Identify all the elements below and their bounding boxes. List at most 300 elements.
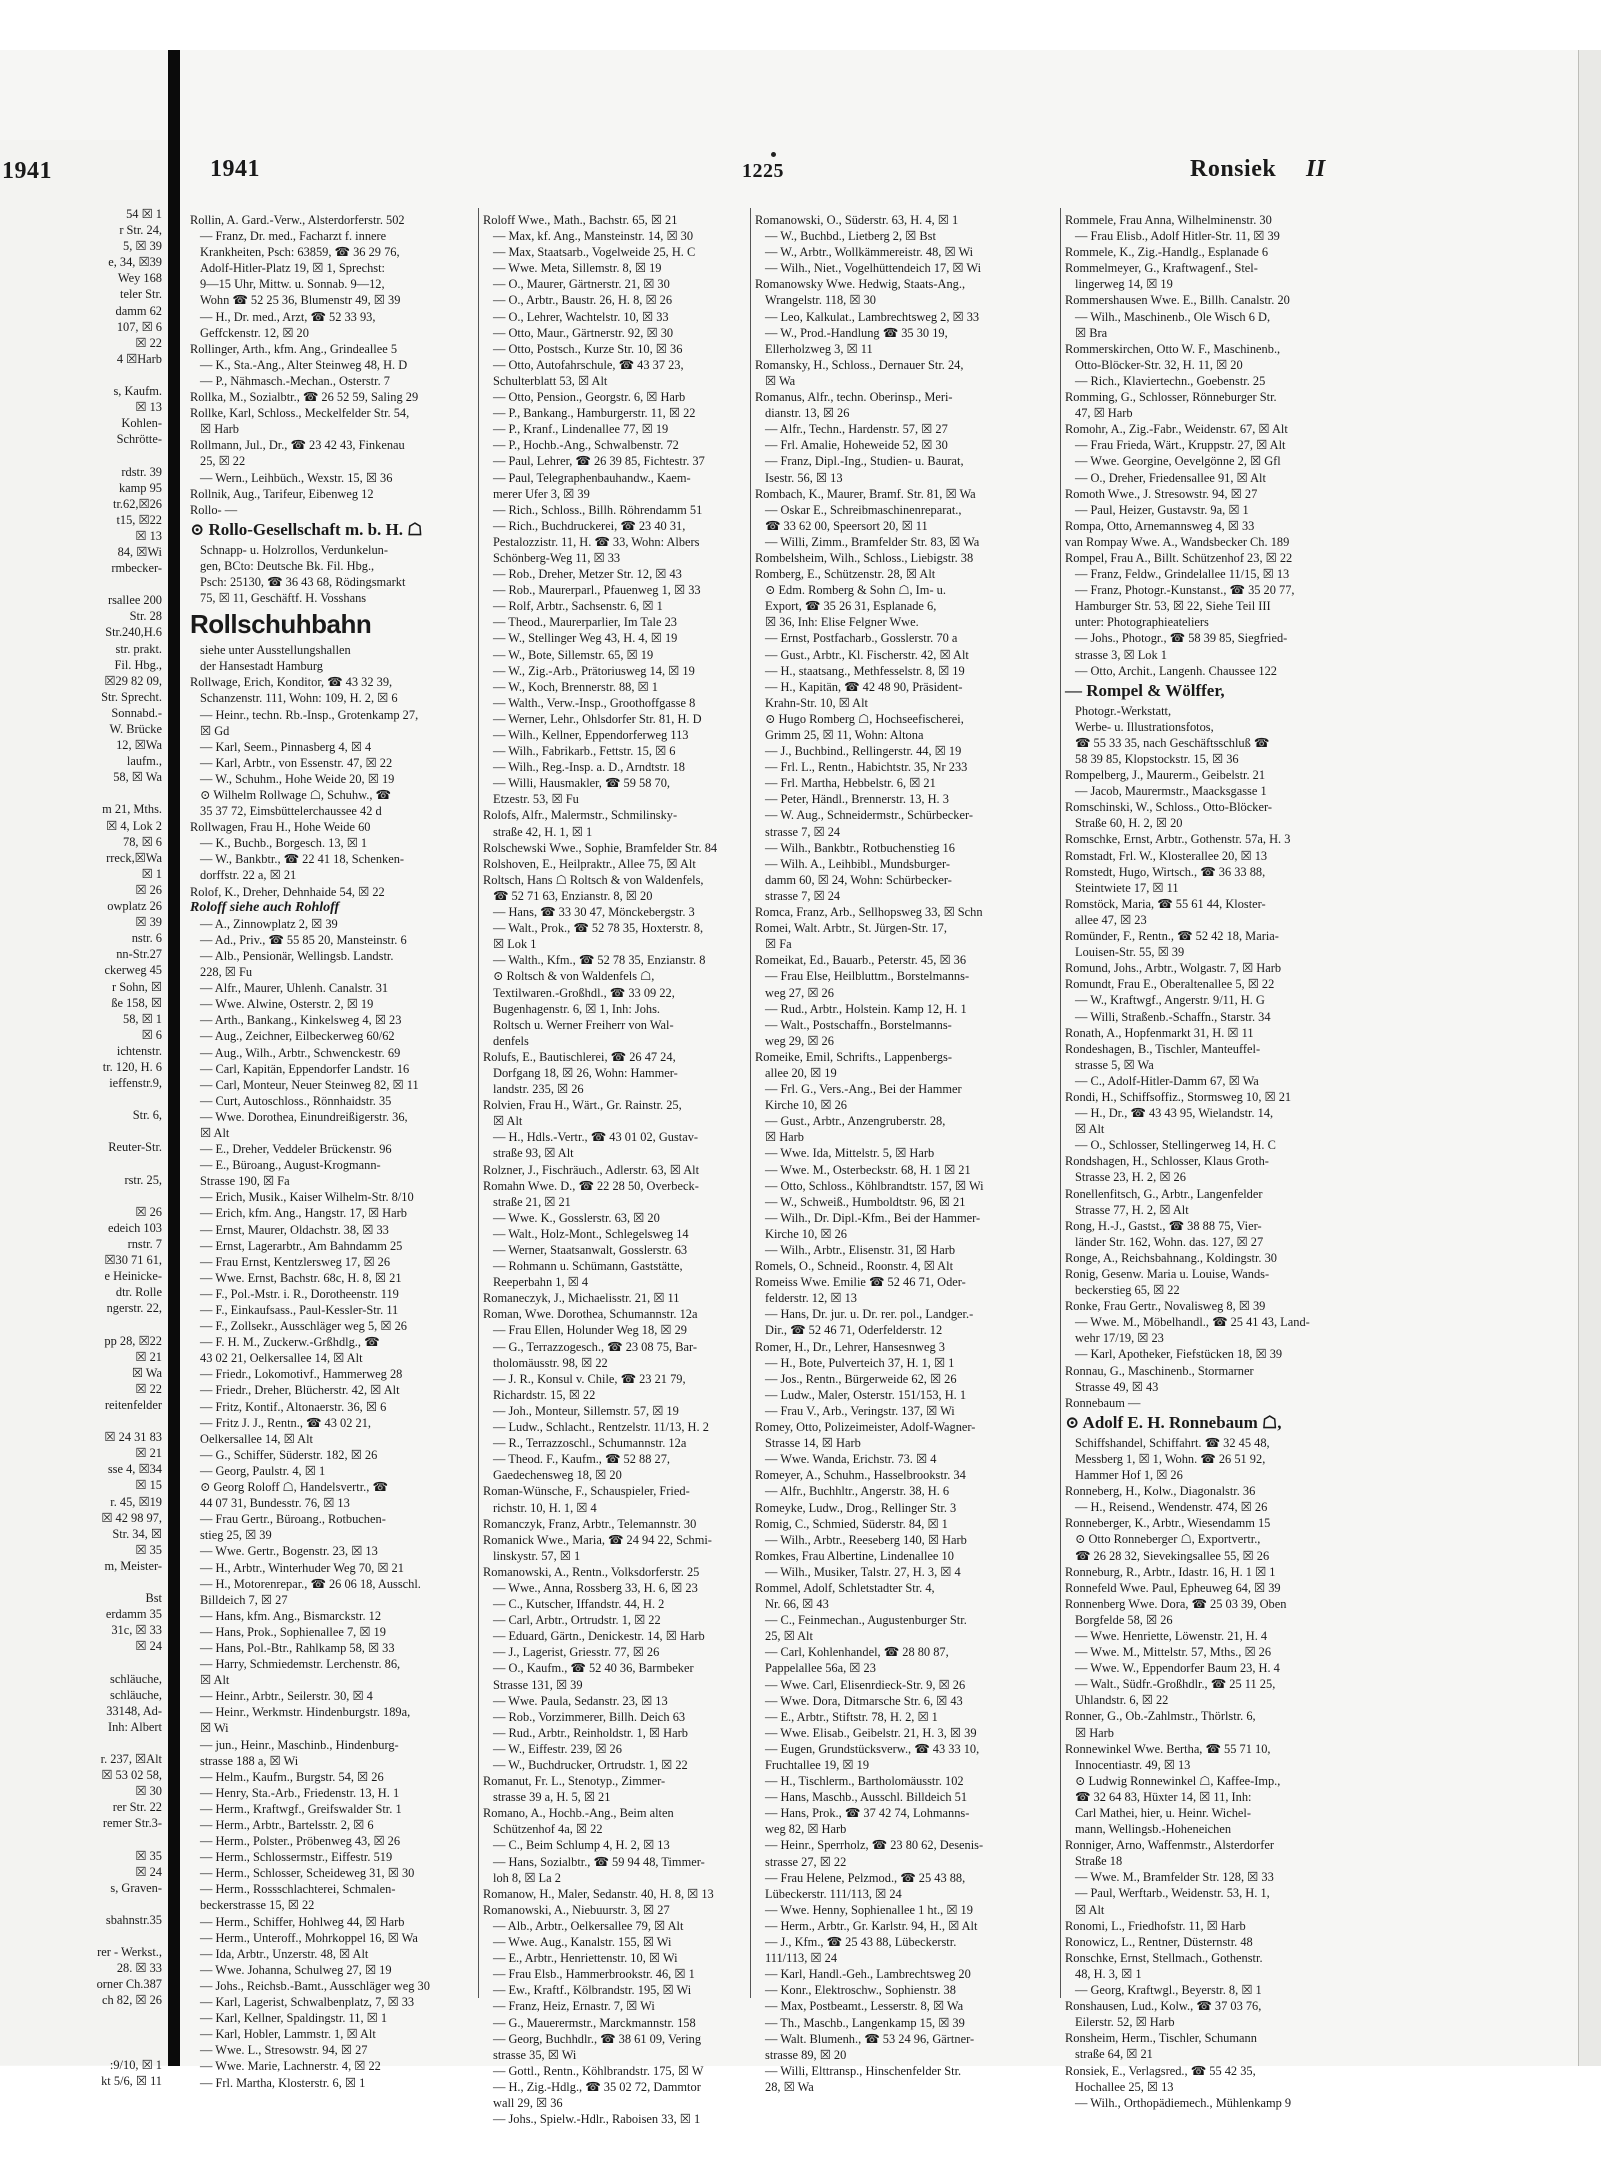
directory-entry-line: strasse 7, ☒ 24 (765, 888, 841, 903)
directory-entry-line: — Herm., Arbtr., Bartelsstr. 2, ☒ 6 (200, 1818, 374, 1832)
prev-page-line: Sonnabd.- (111, 705, 162, 720)
directory-column-1 (190, 212, 475, 2090)
directory-entry-line: Ronneburg, R., Arbtr., Idastr. 16, H. 1 ☒ 1 (1065, 1564, 1276, 1579)
directory-entry-line: — J., Buchbind., Rellingerstr. 44, ☒ 19 (765, 744, 962, 759)
page-right-edge (1578, 50, 1601, 2066)
directory-entry-line: — Rud., Arbtr., Holstein. Kamp 12, H. 1 (765, 1001, 967, 1016)
prev-page-line: 33148, Ad- (106, 1703, 162, 1718)
prev-page-line: e Heinicke- (104, 1269, 162, 1284)
directory-entry-line: Romanczyk, Franz, Arbtr., Telemannstr. 30 (483, 1516, 697, 1531)
prev-page-line: ☒ 6 (141, 1027, 162, 1042)
prev-page-line: ☒29 82 09, (104, 673, 162, 688)
directory-entry-line: Kirche 10, ☒ 26 (765, 1226, 847, 1241)
directory-entry-line: — Aug., Wilh., Arbtr., Schwenckestr. 69 (200, 1045, 401, 1060)
directory-entry-line: Uhlandstr. 6, ☒ 22 (1075, 1693, 1169, 1708)
directory-entry-line: Romei, Walt. Arbtr., St. Jürgen-Str. 17, (755, 921, 947, 936)
prev-page-line: nn-Str.27 (116, 947, 162, 962)
directory-entry-line: Romkes, Frau Albertine, Lindenallee 10 (755, 1548, 954, 1563)
prev-page-line: 58, ☒ Wa (113, 770, 162, 785)
directory-entry-line: — Frau Ernst, Kentzlersweg 17, ☒ 26 (200, 1254, 391, 1269)
prev-page-line: erdamm 35 (105, 1607, 162, 1622)
directory-entry-line: — Rob., Maurerparl., Pfauenweg 1, ☒ 33 (493, 583, 701, 598)
directory-entry-line: Rompelberg, J., Maurerm., Geibelstr. 21 (1065, 768, 1266, 783)
directory-entry-line: Otto-Blöcker-Str. 32, H. 11, ☒ 20 (1075, 357, 1243, 372)
directory-entry-line: Schiffshandel, Schiffahrt. ☎ 32 45 48, (1075, 1435, 1270, 1450)
directory-entry-line: — Wwe., Anna, Rossberg 33, H. 6, ☒ 23 (493, 1580, 698, 1595)
prev-page-line: ☒ 24 (135, 1639, 162, 1654)
directory-entry-line: — Wwe. Henriette, Löwenstr. 21, H. 4 (1075, 1628, 1268, 1643)
directory-entry-line: — Wilh., Musiker, Talstr. 27, H. 3, ☒ 4 (765, 1564, 961, 1579)
directory-entry-line: Carl Mathei, hier, u. Heinr. Wichel- (1075, 1806, 1251, 1820)
prev-page-line (2, 1316, 162, 1332)
directory-entry-line: — Wilh., Bankbtr., Rotbuchenstieg 16 (765, 840, 955, 855)
directory-entry-line: — F., Zollsekr., Ausschläger weg 5, ☒ 26 (200, 1319, 407, 1334)
directory-entry-line: ☎ 55 33 35, nach Geschäftsschluß ☎ (1075, 735, 1270, 750)
directory-entry-line: Ronnewinkel Wwe. Bertha, ☎ 55 71 10, (1065, 1741, 1271, 1756)
directory-entry-line: Romanut, Fr. L., Stenotyp., Zimmer- (483, 1774, 666, 1789)
directory-entry-line: Pappelallee 56a, ☒ 23 (765, 1661, 876, 1676)
directory-entry-line: damm 60, ☒ 24, Wohn: Schürbecker- (765, 872, 952, 887)
directory-entry-line: — Karl, Kellner, Spaldingstr. 11, ☒ 1 (200, 2011, 388, 2026)
directory-entry-line: Ronner, G., Ob.-Zahlmstr., Thörlstr. 6, (1065, 1709, 1256, 1724)
prev-page-line: rer - Werkst., (97, 1945, 162, 1960)
prev-page-line (2, 1156, 162, 1172)
directory-entry-line: Rollo- — (190, 502, 238, 517)
directory-entry-line: — W., Zig.-Arb., Prätoriusweg 14, ☒ 19 (493, 663, 695, 678)
directory-entry-line: ☒ Alt (1075, 1122, 1105, 1137)
directory-entry-line: Ellerholzweg 3, ☒ 11 (765, 341, 873, 356)
directory-entry-line: Krankheiten, Psch: 63859, ☎ 36 29 76, (200, 245, 400, 260)
page-binding-gutter (168, 50, 180, 2066)
directory-entry-line: Krahn-Str. 10, ☒ Alt (765, 695, 869, 710)
directory-entry-line: — Fritz J. J., Rentn., ☎ 43 02 21, (200, 1415, 372, 1430)
directory-entry-line: — F. H. M., Zuckerw.-Grßhdlg., ☎ (200, 1335, 380, 1350)
prev-page-line (2, 785, 162, 801)
directory-entry-line: — Wilh., Maschinenb., Ole Wisch 6 D, (1075, 309, 1271, 324)
directory-entry-line: ⊙ Roltsch & von Waldenfels ☖, (493, 969, 655, 984)
directory-entry-line: Strasse 23, H. 2, ☒ 26 (1075, 1170, 1186, 1185)
directory-entry-line: — Oskar E., Schreibmaschinenreparat., (765, 502, 962, 517)
prev-page-line (2, 1896, 162, 1912)
directory-entry-line: 25, ☒ Alt (765, 1629, 813, 1644)
directory-entry-line: 43 02 21, Oelkersallee 14, ☒ Alt (200, 1351, 363, 1366)
directory-entry-line: Romschke, Ernst, Arbtr., Gothenstr. 57a, H. 3 (1065, 832, 1291, 847)
directory-entry-line: — Frau Helene, Pelzmod., ☎ 25 43 88, (765, 1870, 966, 1885)
directory-entry-line: Romstedt, Hugo, Wirtsch., ☎ 36 33 88, (1065, 864, 1266, 879)
directory-entry-line: Ronnebaum — (1065, 1395, 1141, 1410)
directory-entry-line: — Erich, kfm. Ang., Hangstr. 17, ☒ Harb (200, 1206, 407, 1221)
directory-entry-line: ☒ 36, Inh: Elise Felgner Wwe. (765, 615, 919, 630)
directory-entry-line: — Theod., Maurerparlier, Im Tale 23 (493, 615, 677, 630)
directory-entry-line: — Herm., Arbtr., Gr. Karlstr. 94, H., ☒ Alt (765, 1918, 978, 1933)
directory-entry-line: straße 42, H. 1, ☒ 1 (493, 824, 593, 839)
directory-entry-line: — Otto, Pension., Georgstr. 6, ☒ Harb (493, 390, 686, 405)
prev-page-year: 1941 (2, 158, 52, 184)
directory-entry-line: — Rob., Vorzimmerer, Billh. Deich 63 (493, 1709, 686, 1724)
directory-entry-line: — Werner, Lehr., Ohlsdorfer Str. 81, H. D (493, 711, 702, 726)
directory-entry-line: — Otto, Archit., Langenh. Chaussee 122 (1075, 663, 1278, 678)
directory-entry-line: weg 29, ☒ 26 (765, 1033, 834, 1048)
directory-entry-line: — Fritz, Kontif., Altonaerstr. 36, ☒ 6 (200, 1399, 387, 1414)
prev-page-line: e, 34, ☒39 (108, 255, 162, 270)
directory-entry-line: Romca, Franz, Arb., Sellhopsweg 33, ☒ Schn (755, 905, 983, 920)
directory-entry-line: — Georg, Kraftwgl., Beyerstr. 8, ☒ 1 (1075, 1983, 1262, 1998)
directory-entry-line: — Georg, Buchhdlr., ☎ 38 61 09, Vering (493, 2031, 702, 2046)
directory-entry-line: Grimm 25, ☒ 11, Wohn: Altona (765, 728, 924, 742)
directory-entry-line: Romansky, H., Schloss., Dernauer Str. 24, (755, 357, 964, 372)
directory-entry-line: — Konr., Elektroschw., Sophienstr. 38 (765, 1983, 956, 1998)
directory-entry-line: Rondi, H., Schiffsoffiz., Stormsweg 10, ☒ 21 (1065, 1089, 1292, 1104)
directory-entry-line: — C., Kutscher, Iffandstr. 44, H. 2 (493, 1597, 665, 1612)
directory-entry-line: — Karl, Apotheker, Fiefstücken 18, ☒ 39 (1075, 1347, 1283, 1362)
directory-entry-line: Fruchtallee 19, ☒ 19 (765, 1758, 870, 1772)
directory-entry-line: — Frl. Martha, Klosterstr. 6, ☒ 1 (200, 2075, 366, 2090)
directory-entry-line: — Wilh., Kellner, Eppendorferweg 113 (493, 728, 689, 742)
directory-entry-line: — Gust., Arbtr., Kl. Fischerstr. 42, ☒ Alt (765, 647, 969, 662)
directory-entry-line: ☒ Alt (1075, 1902, 1105, 1917)
directory-entry-line: — Friedr., Lokomotivf., Hammerweg 28 (200, 1367, 403, 1382)
prev-page-line: 31c, ☒ 33 (111, 1623, 162, 1638)
directory-entry-line: — Wwe. Henny, Sophienallee 1 ht., ☒ 19 (765, 1902, 973, 1917)
prev-page-line: 84, ☒Wi (117, 544, 162, 559)
prev-page-line: Str. Sprecht. (101, 689, 162, 704)
directory-entry-line: — Frau Elisb., Adolf Hitler-Str. 11, ☒ 39 (1075, 229, 1280, 244)
directory-entry-line: — Carl, Monteur, Neuer Steinweg 82, ☒ 11 (200, 1077, 419, 1092)
page-marker-dot (771, 152, 776, 157)
directory-entry-line: — Carl, Arbtr., Ortrudstr. 1, ☒ 22 (493, 1613, 661, 1628)
directory-entry-line: — E., Arbtr., Stiftstr. 78, H. 2, ☒ 1 (765, 1709, 938, 1724)
page-number: 1225 (742, 160, 784, 182)
directory-entry-line: — Arth., Bankang., Kinkelsweg 4, ☒ 23 (200, 1013, 402, 1028)
directory-entry-line: — Heinr., techn. Rb.-Insp., Grotenkamp 27, (200, 707, 419, 722)
directory-entry-line: 28, ☒ Wa (765, 2079, 814, 2094)
prev-page-line (2, 1123, 162, 1139)
directory-entry-line: Rolof, K., Dreher, Dehnhaide 54, ☒ 22 (190, 884, 385, 899)
directory-entry-line: Romer, H., Dr., Lehrer, Hansesnweg 3 (755, 1339, 945, 1354)
directory-entry-line: Rollschuhbahn (190, 609, 372, 640)
directory-entry-line: — H., Zig.-Hdlg., ☎ 35 02 72, Dammtor (493, 2079, 701, 2094)
prev-page-line: laufm., (126, 754, 162, 769)
directory-entry-line: — Wwe. W., Eppendorfer Baum 23, H. 4 (1075, 1661, 1280, 1676)
directory-entry-line: Schulterblatt 53, ☒ Alt (493, 373, 608, 388)
directory-entry-line: — Walt., Prok., ☎ 52 78 35, Hoxterstr. 8, (493, 921, 704, 936)
directory-entry-line: ☒ Fa (765, 937, 792, 952)
directory-entry-line: Rolofs, Alfr., Malermstr., Schmilinsky- (483, 808, 678, 823)
directory-entry-line: — Hans, Pol.-Btr., Rahlkamp 58, ☒ 33 (200, 1640, 395, 1655)
directory-entry-line: — P., Bankang., Hamburgerstr. 11, ☒ 22 (493, 406, 696, 421)
directory-entry-line: — O., Kaufm., ☎ 52 40 36, Barmbeker (493, 1661, 694, 1676)
prev-page-line: owplatz 26 (107, 899, 162, 914)
directory-entry-line: Kirche 10, ☒ 26 (765, 1098, 847, 1113)
prev-page-line: s, Kaufm. (113, 384, 162, 399)
directory-entry-line: der Hansestadt Hamburg (200, 659, 323, 674)
directory-entry-line: — P., Nähmasch.-Mechan., Osterstr. 7 (200, 373, 390, 388)
directory-column-4 (1065, 212, 1370, 2110)
directory-entry-line: Ronniger, Arno, Waffenmstr., Alsterdorfer (1065, 1838, 1274, 1853)
directory-entry-line: Richardstr. 15, ☒ 22 (493, 1387, 596, 1402)
directory-entry-line: — Friedr., Dreher, Blücherstr. 42, ☒ Alt (200, 1383, 400, 1398)
directory-column-3 (755, 212, 1057, 2094)
directory-entry-line: Ronsheim, Herm., Tischler, Schumann (1065, 2031, 1257, 2046)
prev-page-line: tr. 120, H. 6 (102, 1059, 162, 1074)
directory-entry-line: — Willi, Straßenb.-Schaffn., Starstr. 34 (1075, 1009, 1271, 1024)
directory-entry-line: 228, ☒ Fu (200, 965, 253, 980)
directory-entry-line: merer Ufer 3, ☒ 39 (493, 486, 590, 501)
directory-entry-line: 75, ☒ 11, Geschäftf. H. Vosshans (200, 591, 367, 606)
directory-entry-line: — Ernst, Maurer, Oldachstr. 38, ☒ 33 (200, 1222, 389, 1237)
directory-entry-line: — Wwe. M., Möbelhandl., ☎ 25 41 43, Land- (1075, 1315, 1310, 1330)
directory-entry-line: — Frau Frieda, Wärt., Kruppstr. 27, ☒ Alt (1075, 438, 1286, 453)
directory-entry-line: van Rompay Wwe. A., Wandsbecker Ch. 189 (1065, 534, 1290, 549)
directory-entry-line: Rommele, Frau Anna, Wilhelminenstr. 30 (1065, 213, 1272, 227)
directory-entry-line: — W., Buchbd., Lietberg 2, ☒ Bst (765, 229, 936, 244)
directory-entry-line: — P., Hochb.-Ang., Schwalbenstr. 72 (493, 438, 679, 453)
directory-entry-line: ☒ Alt (493, 1114, 523, 1129)
directory-entry-line: — Wwe. M., Bramfelder Str. 128, ☒ 33 (1075, 1870, 1274, 1885)
prev-page-line: ☒ 13 (135, 400, 162, 415)
directory-entry-line: Rompa, Otto, Arnemannsweg 4, ☒ 33 (1065, 518, 1255, 533)
directory-entry-line: unter: Photographieateliers (1075, 615, 1209, 630)
directory-entry-line: Billdeich 7, ☒ 27 (200, 1592, 288, 1607)
directory-entry-line: strasse 89, ☒ 20 (765, 2047, 847, 2062)
directory-entry-line: — Ernst, Lagerarbtr., Am Bahndamm 25 (200, 1238, 403, 1253)
directory-entry-line: — Karl, Handl.-Geh., Lambrechtsweg 20 (765, 1967, 971, 1982)
directory-entry-line: — Wwe. Aug., Kanalstr. 155, ☒ Wi (493, 1935, 672, 1950)
directory-entry-line: — H., Kapitän, ☎ 42 48 90, Präsident- (765, 679, 963, 694)
directory-entry-line: — Walt., Südfr.-Großhdlr., ☎ 25 11 25, (1075, 1677, 1276, 1692)
prev-page-line: ☒ 1 (141, 866, 162, 881)
prev-page-line: ☒ 39 (135, 915, 162, 930)
directory-entry-line: — Heinr., Werkmstr. Hindenburgstr. 189a, (200, 1705, 411, 1720)
directory-entry-line: Strasse 49, ☒ 43 (1075, 1379, 1159, 1394)
prev-page-line: remer Str.3- (102, 1816, 162, 1831)
directory-entry-line: Romünder, F., Rentn., ☎ 52 42 18, Maria- (1065, 929, 1279, 944)
directory-entry-line: Romberg, E., Schützenstr. 28, ☒ Alt (755, 567, 936, 582)
directory-entry-line: — Johs., Spielw.-Hdlr., Raboisen 33, ☒ 1 (493, 2112, 701, 2127)
directory-entry-line: — Wwe. Gertr., Bogenstr. 23, ☒ 13 (200, 1544, 378, 1559)
prev-page-line: 4 ☒Harb (116, 351, 162, 366)
directory-entry-line: ⊙ Otto Ronneberger ☖, Exportvertr., (1075, 1532, 1261, 1547)
directory-entry-line: Schützenhof 4a, ☒ 22 (493, 1822, 603, 1837)
prev-page-line: m, Meister- (104, 1558, 162, 1573)
directory-entry-line: — E., Arbtr., Henriettenstr. 10, ☒ Wi (493, 1951, 678, 1966)
directory-entry-line: — Karl, Lagerist, Schwalbenplatz, 7, ☒ 33 (200, 1995, 415, 2010)
directory-entry-line: — Wwe. Meta, Sillemstr. 8, ☒ 19 (493, 261, 662, 276)
directory-entry-line: Romeyer, A., Schuhm., Hasselbrookstr. 34 (755, 1468, 966, 1483)
directory-entry-line: — Frau Elsb., Hammerbrookstr. 46, ☒ 1 (493, 1967, 695, 1982)
directory-entry-line: — P., Kranf., Lindenallee 77, ☒ 19 (493, 422, 669, 437)
directory-entry-line: dorffstr. 22 a, ☒ 21 (200, 868, 297, 883)
directory-entry-line: — Willi, Zimm., Bramfelder Str. 83, ☒ Wa (765, 534, 980, 549)
prev-page-line: Str. 28 (129, 609, 162, 624)
directory-entry-line: — Max, Postbeamt., Lesserstr. 8, ☒ Wa (765, 1999, 964, 2014)
prev-page-line: ngerstr. 22, (106, 1301, 162, 1316)
prev-page-line: W. Brücke (109, 722, 162, 736)
prev-page-line: reitenfelder (104, 1397, 162, 1412)
prev-page-line: 107, ☒ 6 (116, 319, 162, 334)
directory-entry-line: wall 29, ☒ 36 (493, 2095, 563, 2110)
directory-entry-line: — Jacob, Maurermstr., Maacksgasse 1 (1075, 784, 1267, 799)
prev-page-line: ße 158, ☒ (111, 995, 162, 1010)
prev-page-line: rsallee 200 (107, 593, 162, 608)
directory-entry-line: — Wwe. K., Gosslerstr. 63, ☒ 20 (493, 1210, 660, 1225)
prev-page-line (2, 2041, 162, 2057)
directory-entry-line: — Karl, Hobler, Lammstr. 1, ☒ Alt (200, 2027, 376, 2042)
prev-page-line: ☒ 22 (135, 1381, 162, 1396)
directory-entry-line: — W., Arbtr., Wollkämmereistr. 48, ☒ Wi (765, 245, 974, 260)
directory-entry-line: — Paul, Werftarb., Weidenstr. 53, H. 1, (1075, 1886, 1270, 1901)
directory-entry-line: Rombelsheim, Wilh., Schloss., Liebigstr. 38 (755, 550, 974, 565)
prev-page-line: ☒ 21 (135, 1349, 162, 1364)
directory-entry-line: — Carl, Kapitän, Eppendorfer Landstr. 16 (200, 1061, 410, 1076)
directory-entry-line: Hamburger Str. 53, ☒ 22, Siehe Teil III (1075, 599, 1271, 614)
directory-entry-line: — Wwe. Marie, Lachnerstr. 4, ☒ 22 (200, 2059, 381, 2074)
prev-page-line: rdstr. 39 (121, 464, 162, 479)
directory-entry-line: allee 20, ☒ 19 (765, 1065, 837, 1080)
prev-page-line: ☒ 21 (135, 1446, 162, 1461)
prev-page-line: t15, ☒22 (116, 512, 162, 527)
directory-entry-line: landstr. 235, ☒ 26 (493, 1082, 584, 1097)
directory-entry-line: Strasse 77, H. 2, ☒ Alt (1075, 1202, 1189, 1217)
directory-entry-line: — O., Lehrer, Wachtelstr. 10, ☒ 33 (493, 309, 669, 324)
prev-page-line: Kohlen- (121, 416, 162, 431)
directory-entry-line: Ronowicz, L., Rentner, Düsternstr. 48 (1065, 1934, 1253, 1949)
prev-page-line: ☒ 4, Lok 2 (106, 818, 162, 833)
directory-entry-line: ☎ 32 64 83, Hüxter 14, ☒ 11, Inh: (1075, 1789, 1252, 1804)
directory-entry-line: — W., Bankbtr., ☎ 22 41 18, Schenken- (200, 852, 405, 867)
directory-entry-line: — J., Kfm., ☎ 25 43 88, Lübeckerstr. (765, 1935, 957, 1950)
directory-entry-line: — Rompel & Wölffer, (1065, 680, 1225, 700)
prev-page-line: Wey 168 (117, 271, 162, 286)
prev-page-line: ☒ 15 (135, 1478, 162, 1493)
directory-entry-line: Romaneczyk, J., Michaelisstr. 21, ☒ 11 (483, 1291, 680, 1306)
directory-entry-line: — Alfr., Maurer, Uhlenh. Canalstr. 31 (200, 981, 389, 996)
directory-entry-line: — C., Adolf-Hitler-Damm 67, ☒ Wa (1075, 1073, 1259, 1088)
prev-page-line: ckerweg 45 (104, 963, 162, 978)
directory-entry-line: Schönberg-Weg 11, ☒ 33 (493, 550, 621, 565)
directory-entry-line: — Wwe. M., Osterbeckstr. 68, H. 1 ☒ 21 (765, 1162, 971, 1177)
directory-entry-line: — Wwe. Johanna, Schulweg 27, ☒ 19 (200, 1962, 392, 1977)
directory-entry-line: — Willi, Elttransp., Hinschenfelder Str. (765, 2063, 962, 2078)
directory-entry-line: — Frl. Martha, Hebbelstr. 6, ☒ 21 (765, 776, 936, 791)
directory-entry-line: Steintwiete 17, ☒ 11 (1075, 880, 1179, 895)
directory-entry-line: Wrangelstr. 118, ☒ 30 (765, 293, 876, 308)
directory-entry-line: Dorfgang 18, ☒ 26, Wohn: Hammer- (493, 1065, 678, 1080)
directory-entry-line: — H., Tischlerm., Bartholomäusstr. 102 (765, 1774, 964, 1789)
prev-page-line: str. prakt. (115, 641, 162, 656)
directory-entry-line: wehr 17/19, ☒ 23 (1075, 1331, 1164, 1346)
directory-entry-line: — Paul, Heizer, Gustavstr. 9a, ☒ 1 (1075, 502, 1249, 517)
directory-entry-line: Borgfelde 58, ☒ 26 (1075, 1612, 1173, 1627)
directory-entry-line: — Walt., Holz-Mont., Schlegelsweg 14 (493, 1226, 689, 1241)
directory-entry-line: — Wwe. Dorothea, Einundreißigerstr. 36, (200, 1109, 408, 1124)
directory-entry-line: 35 37 72, Eimsbüttelerchaussee 42 d (200, 804, 382, 819)
directory-entry-line: — Wwe. Dora, Ditmarsche Str. 6, ☒ 43 (765, 1693, 963, 1708)
directory-entry-line: Ronnenberg Wwe. Dora, ☎ 25 03 39, Oben (1065, 1596, 1287, 1611)
directory-entry-line: — Rob., Dreher, Metzer Str. 12, ☒ 43 (493, 567, 682, 582)
directory-entry-line: — W. Aug., Schneidermstr., Schürbecker- (765, 808, 973, 823)
directory-entry-line: — K., Sta.-Ang., Alter Steinweg 48, H. D (200, 357, 408, 372)
directory-entry-line: — Rich., Klaviertechn., Goebenstr. 25 (1075, 373, 1266, 388)
directory-entry-line: Messberg 1, ☒ 1, Wohn. ☎ 26 51 92, (1075, 1451, 1266, 1466)
directory-entry-line: Roltsch, Hans ☖ Roltsch & von Waldenfels, (483, 872, 704, 887)
directory-entry-line: Rommele, K., Zig.-Handlg., Esplanade 6 (1065, 245, 1269, 260)
directory-entry-line: — Franz, Dipl.-Ing., Studien- u. Baurat, (765, 454, 964, 469)
page-year: 1941 (210, 156, 260, 182)
directory-entry-line: — Ludw., Maler, Osterstr. 151/153, H. 1 (765, 1387, 967, 1402)
prev-page-line: s, Graven- (110, 1880, 162, 1895)
directory-entry-line: — Alfr., Buchhltr., Angerstr. 38, H. 6 (765, 1484, 950, 1499)
directory-entry-line: Romstadt, Frl. W., Klosterallee 20, ☒ 13 (1065, 848, 1268, 863)
directory-entry-line: ☒ Alt (200, 1125, 230, 1140)
directory-entry-line: — Herm., Schiffer, Hohlweg 44, ☒ Harb (200, 1914, 405, 1929)
prev-page-line: 12, ☒Wa (116, 738, 162, 753)
column-rule-2 (750, 208, 751, 1998)
directory-entry-line: — W., Schuhm., Hohe Weide 20, ☒ 19 (200, 771, 395, 786)
directory-entry-line: Schanzenstr. 111, Wohn: 109, H. 2, ☒ 6 (200, 691, 398, 706)
directory-entry-line: — Hans, Prok., Sophienallee 7, ☒ 19 (200, 1624, 386, 1639)
prev-page-line: teler Str. (120, 287, 162, 302)
directory-entry-line: Rondshagen, H., Schlosser, Klaus Groth- (1065, 1154, 1269, 1169)
directory-entry-line: — Willi, Hausmakler, ☎ 59 58 70, (493, 776, 670, 791)
directory-entry-line: ☒ Harb (765, 1130, 804, 1145)
directory-entry-line: — G., Terrazzogesch., ☎ 23 08 75, Bar- (493, 1339, 698, 1354)
directory-entry-line: ⊙ Wilhelm Rollwage ☖, Schuhw., ☎ (200, 788, 391, 802)
prev-page-line: ☒ 22 (135, 335, 162, 350)
directory-entry-line: — Wilh., Fabrikarb., Fettstr. 15, ☒ 6 (493, 744, 676, 759)
directory-entry-line: ☒ Harb (1075, 1725, 1114, 1740)
directory-entry-line: — Alb., Arbtr., Oelkersallee 79, ☒ Alt (493, 1918, 684, 1933)
directory-entry-line: — Karl, Arbtr., von Essenstr. 47, ☒ 22 (200, 755, 393, 770)
directory-entry-line: — Aug., Zeichner, Eilbeckerweg 60/62 (200, 1029, 395, 1044)
prev-page-line: kt 5/6, ☒ 11 (101, 2073, 162, 2088)
directory-entry-line: Rolvien, Frau H., Wärt., Gr. Rainstr. 25, (483, 1098, 682, 1113)
prev-page-line: Str.240,H.6 (105, 625, 162, 640)
directory-entry-line: ☒ Gd (200, 723, 230, 738)
prev-page-line: 54 ☒ 1 (126, 207, 162, 221)
directory-entry-line: — Hans, ☎ 33 30 47, Mönckebergstr. 3 (493, 905, 695, 920)
directory-entry-line: — Carl, Kohlenhandel, ☎ 28 80 87, (765, 1645, 949, 1660)
directory-entry-line: Louisen-Str. 55, ☒ 39 (1075, 945, 1185, 960)
directory-entry-line: Ronschke, Ernst, Stellmach., Gothenstr. (1065, 1950, 1263, 1965)
directory-entry-line: — J. R., Konsul v. Chile, ☎ 23 21 79, (493, 1371, 686, 1386)
directory-entry-line: — Hans, Maschb., Ausschl. Billdeich 51 (765, 1790, 968, 1805)
directory-entry-line: — Alfr., Techn., Hardenstr. 57, ☒ 27 (765, 422, 948, 437)
directory-entry-line: — E., Büroang., August-Krogmann- (200, 1158, 381, 1173)
directory-entry-line: — Johs., Photogr., ☎ 58 39 85, Siegfried- (1075, 631, 1288, 646)
prev-page-line: edeich 103 (107, 1220, 162, 1235)
directory-entry-line: — H., Hdls.-Vertr., ☎ 43 01 02, Gustav- (493, 1130, 699, 1145)
directory-entry-line: Romanowsky Wwe. Hedwig, Staats-Ang., (755, 277, 966, 292)
directory-entry-line: strasse 5, ☒ Wa (1075, 1057, 1154, 1072)
directory-entry-line: — Otto, Autofahrschule, ☎ 43 37 23, (493, 357, 684, 372)
directory-entry-line: — Wwe. L., Stresowstr. 94, ☒ 27 (200, 2043, 368, 2058)
directory-entry-line: ☒ Lok 1 (493, 937, 537, 952)
directory-entry-line: Dir., ☎ 52 46 71, Oderfelderstr. 12 (765, 1323, 943, 1338)
directory-entry-line: — Otto, Maur., Gärtnerstr. 92, ☒ 30 (493, 325, 674, 340)
directory-entry-line: Ronneberg, H., Kolw., Diagonalstr. 36 (1065, 1484, 1256, 1499)
directory-column-2 (483, 212, 747, 2127)
directory-entry-line: — H., Dr., ☎ 43 43 95, Wielandstr. 14, (1075, 1106, 1274, 1121)
directory-entry-line: — Max, kf. Ang., Mansteinstr. 14, ☒ 30 (493, 229, 694, 244)
directory-entry-line: — Werner, Staatsanwalt, Gosslerstr. 63 (493, 1243, 688, 1257)
prev-page-line: m 21, Mths. (102, 802, 162, 817)
directory-entry-line: Romey, Otto, Polizeimeister, Adolf-Wagner- (755, 1420, 976, 1435)
prev-page-line: ☒ 35 (135, 1848, 162, 1863)
directory-entry-line: — Harry, Schmiedemstr. Lerchenstr. 86, (200, 1657, 401, 1672)
directory-entry-line: straße 93, ☒ Alt (493, 1146, 574, 1161)
prev-page-line: r. 45, ☒19 (110, 1494, 162, 1509)
